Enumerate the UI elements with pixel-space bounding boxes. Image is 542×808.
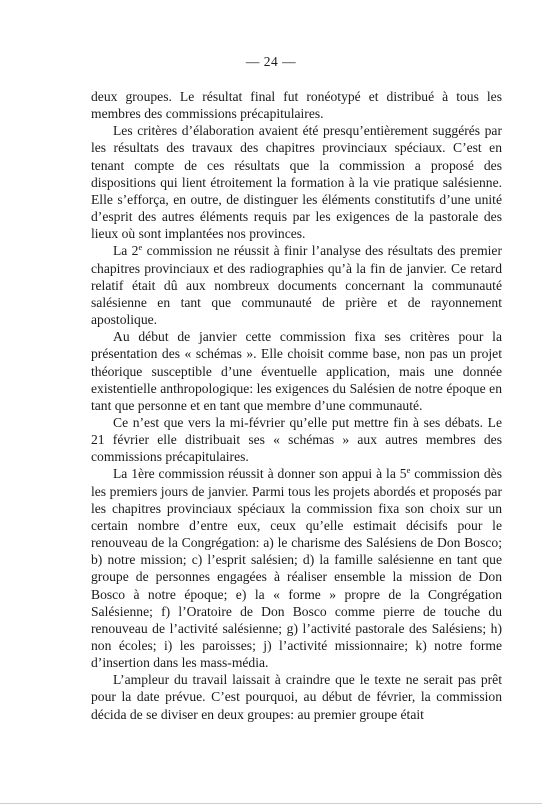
- page-edge: [0, 803, 542, 804]
- superscript: e: [406, 465, 411, 476]
- text-span: commission ne réussit à finir l’analyse des résultats des premier chapitres provinciaux et des radiographies qu’à la fin de janvier. Ce retard relatif était dû aux nombreux documents concernant la communauté salésienne en tant que communauté de prière et de rayonnement apostolique.: [91, 243, 502, 328]
- paragraph-second-commission: [91, 242, 502, 328]
- page-number: — 24 —: [245, 54, 297, 69]
- paragraph-first-commission: [91, 465, 502, 671]
- paragraph-february: Ce n’est que vers la mi-février qu’elle put mettre fin à ses débats. Le 21 février elle distribuait ses « schémas » aux autres membres des commissions précapitulaires.: [91, 414, 502, 465]
- paragraph-continued: deux groupes. Le résultat final fut ronéotypé et distribué à tous les membres des commissions précapitulaires.: [91, 89, 502, 122]
- body-text: [91, 88, 502, 723]
- text-span: La 1ère commission réussit à donner son appui à la 5: [113, 466, 407, 482]
- paragraph-criteria: Les critères d’élaboration avaient été presqu’entièrement suggérés par les résultats des travaux des chapitres provinciaux spéciaux. C’est en tenant compte de ces résultats que la commission a proposé des dispositions qui lient étroitement la formation à la vie pratique salésienne. Elle s’efforça, en outre, de distinguer les éléments constitutifs d’une unité d’esprit des autres éléments requis par les exigences de la pastorale des lieux où sont implantées nos provinces.: [91, 123, 502, 242]
- superscript: e: [138, 242, 143, 253]
- paragraph-scope: L’ampleur du travail laissait à craindre que le texte ne serait pas prêt pour la date prévue. C’est pourquoi, au début de février, la commission décida de se diviser en deux groupes: au premier groupe était: [91, 672, 502, 722]
- paragraph-schemas: Au début de janvier cette commission fixa ses critères pour la présentation des « schémas ». Elle choisit comme base, non pas un projet théorique susceptible d’une éventuelle application, mais une donnée existentielle anthropologique: les exigences du Salésien de notre époque en tant que personne et en tant que membre d’une communauté.: [91, 329, 502, 413]
- text-span: La 2: [113, 243, 139, 259]
- text-span: commission dès les premiers jours de janvier. Parmi tous les projets abordés et proposés par les chapitres provinciaux spéciaux la commission fixa son choix sur un certain nombre d’entre eux, ceux qu’elle estimait décisifs pour le renouveau de la Congrégation: a) le charisme des Salésiens de Don Bosco; b) notre mission; c) l’esprit salésien; d) la famille salésienne en tant que groupe de personnes engagées à réaliser ensemble la mission de Don Bosco à notre époque; e) la « forme » propre de la Congrégation Salésienne; f) l’Oratoire de Don Bosco comme pierre de touche du renouveau de l’activité salésienne; g) l’activité pastorale des Salésiens; h) non écoles; i) les paroisses; j) l’activité missionnaire; k) notre forme d’insertion dans les mass-média.: [91, 466, 502, 671]
